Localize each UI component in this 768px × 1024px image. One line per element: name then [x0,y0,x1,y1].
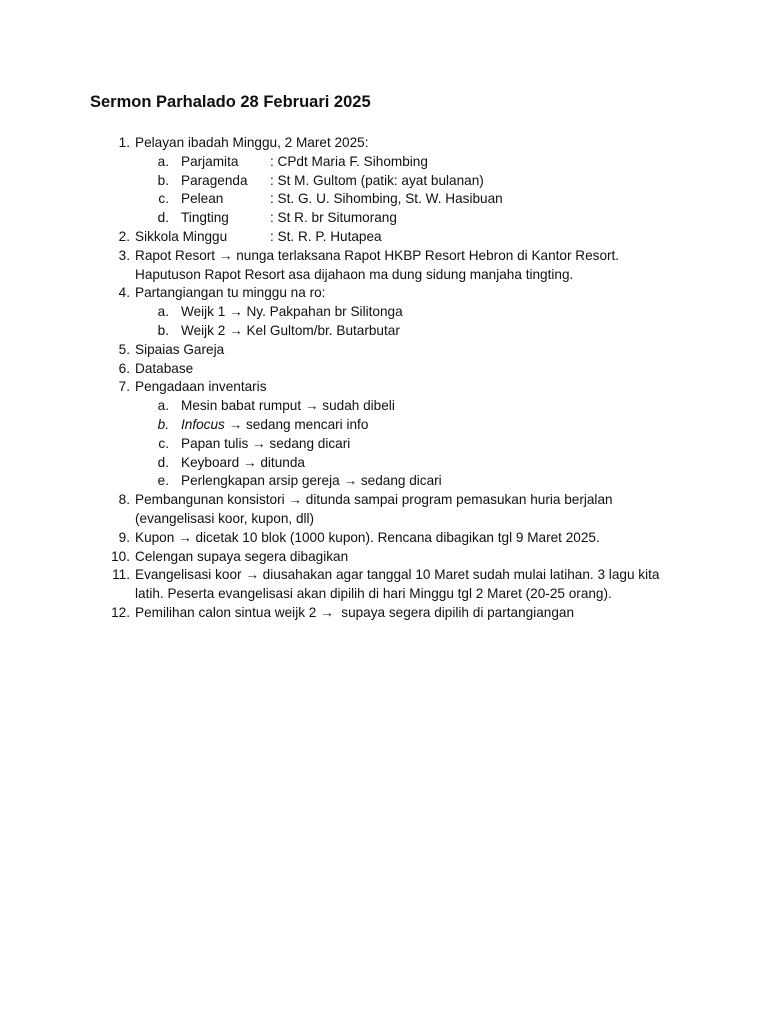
sub-list-letter: b. [157,322,169,338]
sub-list-item [0,472,768,491]
sub-list-item [0,397,768,416]
list-number: 2. [118,228,130,244]
sub-list-text [181,416,368,435]
list-number: 8. [118,492,130,508]
list-item [0,284,768,303]
sub-list-item [0,172,768,191]
list-item [0,491,768,510]
infocus-italic-text: Infocus [181,416,225,432]
sub-list-text: Weijk 1 → Ny. Pakpahan br Silitonga [181,304,403,320]
sub-list-text: Perlengkapan arsip gereja → sedang dicari [181,473,442,489]
sub-list-letter: d. [157,454,169,470]
list-text-line2: latih. Peserta evangelisasi akan dipilih di hari Minggu tgl 2 Maret (20-25 orang). [135,586,612,602]
list-text: Pelayan ibadah Minggu, 2 Maret 2025: [135,135,369,150]
list-number: 7. [118,379,130,395]
list-number: 4. [118,285,130,301]
sub-list-label: Pelean [181,191,224,207]
list-number: 5. [118,341,130,357]
sub-list-item [0,303,768,322]
list-item [0,228,768,247]
list-text-line2: Haputuson Rapot Resort asa dijahaon ma dung sidung manjaha tingting. [135,266,574,282]
list-text: Rapot Resort → nunga terlaksana Rapot HKBP Resort Hebron di Kantor Resort. [135,247,620,263]
sub-list-letter: b. [157,416,169,432]
sub-list-value: : St M. Gultom (patik: ayat bulanan) [270,172,484,188]
list-number: 11. [112,567,130,583]
list-number: 12. [111,604,130,620]
sub-list-letter: e. [157,473,169,489]
list-text: Partangiangan tu minggu na ro: [135,285,326,301]
sub-list-letter: a. [157,304,169,320]
list-item [0,566,768,585]
list-item-continuation [0,266,768,285]
list-item [0,604,768,623]
list-text: Sipaias Gareja [135,341,225,357]
sub-list-value: : St. G. U. Sihombing, St. W. Hasibuan [270,191,503,207]
sub-list-letter: c. [158,435,169,451]
list-item-continuation [0,585,768,604]
page-title: Sermon Parhalado 28 Februari 2025 [90,93,371,111]
list-item [0,378,768,397]
sub-list-text: Papan tulis → sedang dicari [181,435,351,451]
agenda-list [0,134,768,623]
list-number: 6. [118,360,130,376]
list-label: Sikkola Minggu [135,228,228,244]
list-number: 3. [118,247,130,263]
sub-list-item [0,435,768,454]
list-number: 10. [111,548,130,564]
list-text: Kupon → dicetak 10 blok (1000 kupon). Rencana dibagikan tgl 9 Maret 2025. [135,529,600,545]
sub-list-letter: a. [157,153,169,169]
list-item [0,548,768,567]
sub-list-letter: d. [157,210,169,226]
list-text: Pembangunan konsistori → ditunda sampai program pemasukan huria berjalan [135,492,613,508]
list-text: Celengan supaya segera dibagikan [135,548,349,564]
sub-list-text: Keyboard → ditunda [181,454,305,470]
sub-list-value: : St R. br Situmorang [270,210,397,226]
sub-list-letter: a. [157,398,169,414]
sub-list-label: Parjamita [181,153,239,169]
sub-list-item [0,322,768,341]
list-number: 1. [118,135,130,150]
list-item [0,247,768,266]
list-item [0,529,768,548]
list-item [0,360,768,379]
sub-list-item [0,209,768,228]
list-text: Database [135,360,194,376]
list-number: 9. [118,529,130,545]
sub-list-text: Weijk 2 → Kel Gultom/br. Butarbutar [181,322,400,338]
list-item [0,134,768,153]
sub-list-item [0,190,768,209]
sub-list-label: Tingting [181,210,229,226]
list-item-continuation [0,510,768,529]
sub-list-letter: b. [157,172,169,188]
sub-list-text-rest: → sedang mencari info [224,416,369,432]
list-text-line2: (evangelisasi koor, kupon, dll) [135,510,315,526]
sub-list-value: : CPdt Maria F. Sihombing [270,153,428,169]
sub-list-item [0,416,768,435]
sub-list-item [0,153,768,172]
list-text: Pengadaan inventaris [135,379,267,395]
list-text: Pemilihan calon sintua weijk 2 → supaya segera dipilih di partangiangan [135,604,575,620]
sub-list-label: Paragenda [181,172,248,188]
list-value: : St. R. P. Hutapea [270,228,382,244]
list-item [0,341,768,360]
sub-list-letter: c. [158,191,169,207]
sub-list-text: Mesin babat rumput → sudah dibeli [181,398,395,414]
sub-list-item [0,454,768,473]
list-text: Evangelisasi koor → diusahakan agar tanggal 10 Maret sudah mulai latihan. 3 lagu kita [135,567,660,583]
